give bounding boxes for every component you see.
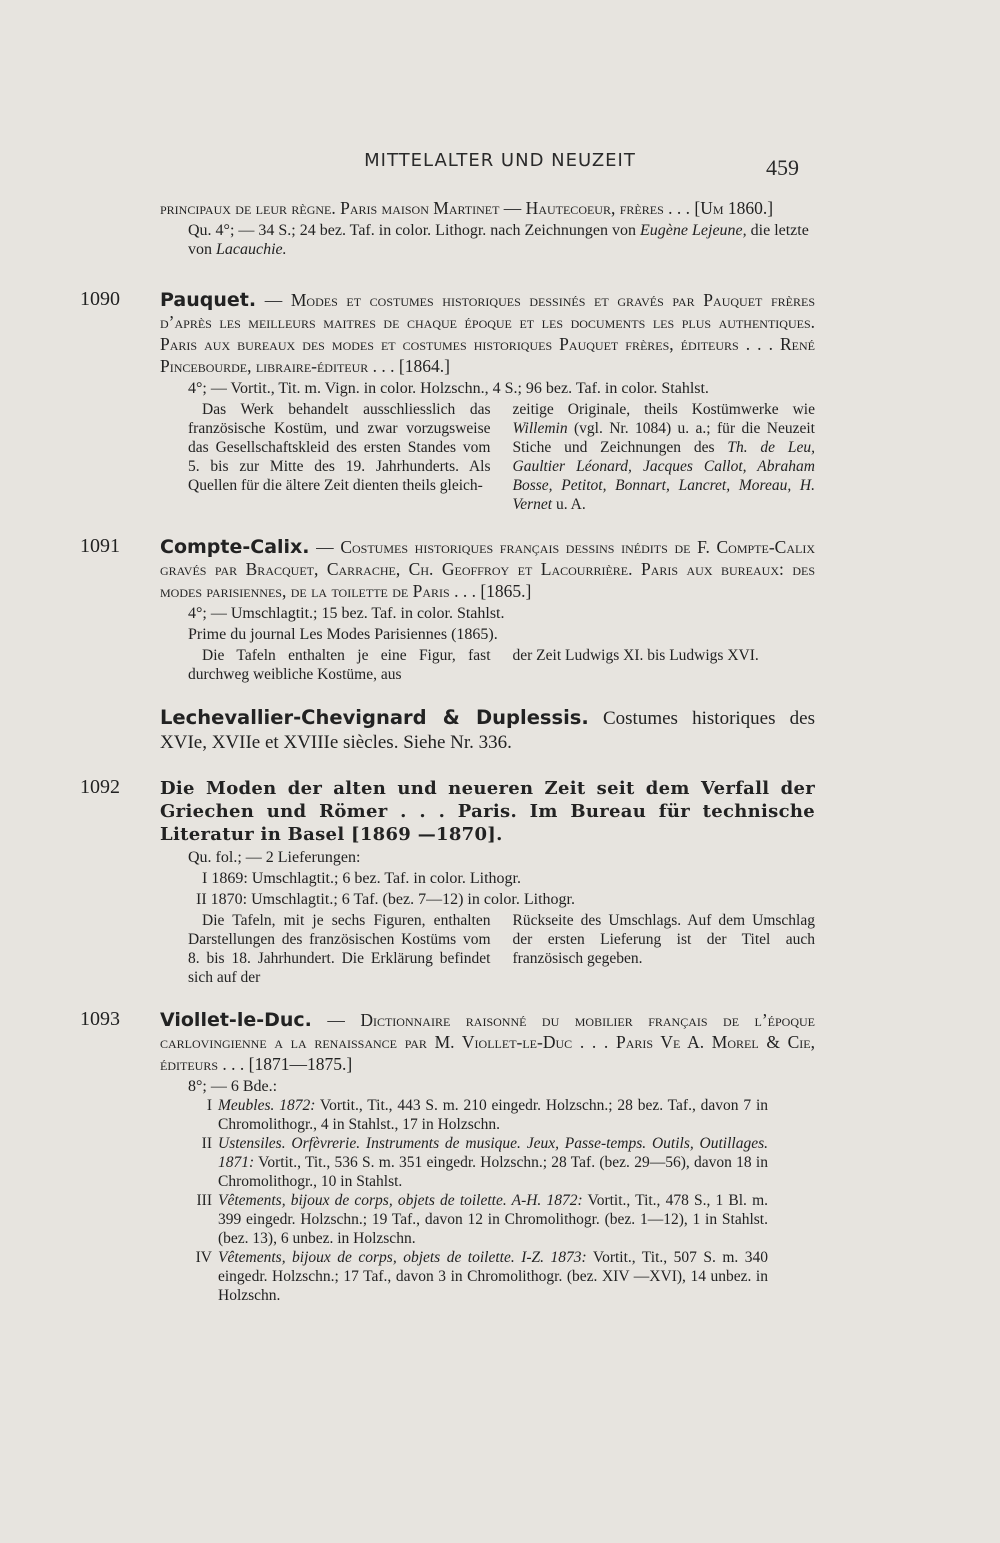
running-header: MITTELALTER UND NEUZEIT xyxy=(364,150,636,171)
entry-number: 1092 xyxy=(80,776,120,798)
entry-description: Qu. fol.; — 2 Lieferungen: xyxy=(188,849,361,866)
entry-description: 4°; — Umschlagtit.; 15 bez. Taf. in color. Stahlst. xyxy=(188,605,505,622)
volume-item xyxy=(160,1134,815,1191)
volume-title: Ustensiles. Orfèvrerie. Instruments de musique. Jeux, Passe-temps. Outils, Outillages. 1871: xyxy=(218,1135,768,1171)
page-body xyxy=(80,197,815,1305)
volume-text xyxy=(218,1134,768,1191)
entry-title: Pauquet. — Modes et costumes historiques dessinés et gravés par Pauquet frères d’après les meilleurs maitres de chaque époque et les documents les plus authentiques. Paris aux bureaux des modes et costumes historiques Pauquet frères, éditeurs . . . René Pincebourde, libraire-éditeur . . . [1864.] xyxy=(160,289,815,376)
entry-note xyxy=(160,911,815,987)
volume-list xyxy=(160,1096,815,1305)
volume-text xyxy=(218,1191,768,1248)
volume-item xyxy=(160,1191,815,1248)
entry-description: Qu. 4°; — 34 S.; 24 bez. Taf. in color. Lithogr. nach Zeichnungen von Eugène Lejeune, die letzte von Lacauchie. xyxy=(188,222,809,258)
note-right: zeitige Originale, theils Kostümwerke wie Willemin (vgl. Nr. 1084) u. a.; für die Neuzeit Stiche und Zeichnungen des Th. de Leu, Gaultier Léonard, Jacques Callot, Abraham Bosse, Petitot, Bonnart, Lancret, Moreau, H. Vernet u. A. xyxy=(512,401,815,513)
volume-title: Vêtements, bijoux de corps, objets de toilette. A-H. 1872: xyxy=(218,1192,583,1209)
entry-author: Pauquet. xyxy=(160,289,257,311)
volume-number: IV xyxy=(195,1249,212,1266)
note-left: Das Werk behandelt ausschliesslich das französische Kostüm, und zwar vorzugsweise das Gesellschaftskleid des ersten Standes vom 5. bis zur Mitte des 19. Jahrhunderts. Als Quellen für die ältere Zeit dienten theils gleich- xyxy=(188,401,491,494)
cross-reference-entry xyxy=(80,706,815,755)
entry-1093 xyxy=(80,1009,815,1305)
entry-title: Compte-Calix. — Costumes historiques français dessins inédits de F. Compte-Calix gravés par Bracquet, Carrache, Ch. Geoffroy et Lacourrière. Paris aux bureaux: des modes parisiennes, de la toilette de Paris . . . [1865.] xyxy=(160,536,815,601)
note-right: Rückseite des Umschlags. Auf dem Umschlag der ersten Lieferung ist der Titel auch französisch gegeben. xyxy=(512,912,815,967)
volume-details: Vortit., Tit., 478 S., 1 Bl. m. 399 eingedr. Holzschn.; 19 Taf., davon 12 in Chromolithogr. (bez. 1—12), 1 in Stahlst. (bez. 13), 6 unbez. in Holzschn. xyxy=(218,1192,768,1247)
page-number: 459 xyxy=(766,155,799,180)
volume-item xyxy=(160,1096,815,1134)
entry-author: Viollet-le-Duc. xyxy=(160,1009,312,1031)
continued-entry xyxy=(80,197,815,259)
volume-details: Vortit., Tit., 507 S. m. 340 eingedr. Holzschn.; 17 Taf., davon 3 in Chromolithogr. (bez. XIV —XVI), 14 unbez. in Holzschn. xyxy=(218,1249,768,1304)
volume-text xyxy=(218,1096,768,1134)
volume-title: Vêtements, bijoux de corps, objets de toilette. I-Z. 1873: xyxy=(218,1249,587,1266)
entry-1091 xyxy=(80,536,815,684)
entry-author: Compte-Calix. xyxy=(160,536,310,558)
entry-title: principaux de leur règne. Paris maison Martinet — Hautecoeur, frères . . . [Um 1860.] xyxy=(160,198,774,218)
entry-description: 4°; — Vortit., Tit. m. Vign. in color. Holzschn., 4 S.; 96 bez. Taf. in color. Stahlst. xyxy=(188,380,709,397)
entry-number: 1093 xyxy=(80,1008,120,1030)
entry-1090 xyxy=(80,289,815,514)
entry-note xyxy=(160,646,815,684)
volume-number: III xyxy=(196,1192,212,1209)
volume-2: II 1870: Umschlagtit.; 6 Taf. (bez. 7—12) in color. Lithogr. xyxy=(196,891,575,908)
entry-title: Viollet-le-Duc. — Dictionnaire raisonné du mobilier français de l’époque carlovingienne a la renaissance par M. Viollet-le-Duc . . . Paris Ve A. Morel & Cie, éditeurs . . . [1871—1875.] xyxy=(160,1009,815,1074)
volume-number: I xyxy=(206,1097,212,1114)
entry-title: Die Moden der alten und neueren Zeit seit dem Verfall der Griechen und Römer . . . Paris. Im Bureau für technische Literatur in Basel [1869 —1870]. xyxy=(160,778,815,845)
entry-note xyxy=(160,400,815,514)
entry-author: Lechevallier-Chevignard & Duplessis. xyxy=(160,706,589,729)
note-left: Die Tafeln enthalten je eine Figur, fast durchweg weibliche Kostüme, aus xyxy=(188,647,491,683)
entry-title: Lechevallier-Chevignard & Duplessis. Costumes historiques des XVIe, XVIIe et XVIIIe siècles. Siehe Nr. 336. xyxy=(160,706,815,753)
entry-1092 xyxy=(80,777,815,987)
note-right: der Zeit Ludwigs XI. bis Ludwigs XVI. xyxy=(512,647,759,664)
volume-number: II xyxy=(201,1135,212,1152)
volume-title: Meubles. 1872: xyxy=(218,1097,316,1114)
entry-description-2: Prime du journal Les Modes Parisiennes (1865). xyxy=(188,626,498,643)
volume-details: Vortit., Tit., 443 S. m. 210 eingedr. Holzschn.; 28 bez. Taf., davon 7 in Chromolithogr., 4 in Stahlst., 17 in Holzschn. xyxy=(218,1097,768,1133)
volume-item xyxy=(160,1248,815,1305)
volume-text xyxy=(218,1248,768,1305)
volume-details: Vortit., Tit., 536 S. m. 351 eingedr. Holzschn.; 28 Taf. (bez. 29—56), davon 18 in Chromolithogr., 10 in Stahlst. xyxy=(218,1154,768,1190)
entry-number: 1091 xyxy=(80,535,120,557)
note-left: Die Tafeln, mit je sechs Figuren, enthalten Darstellungen des französischen Kostüms vom 8. bis 18. Jahrhundert. Die Erklärung befindet sich auf der xyxy=(188,912,491,986)
entry-description: 8°; — 6 Bde.: xyxy=(188,1078,278,1095)
volume-1: I 1869: Umschlagtit.; 6 bez. Taf. in color. Lithogr. xyxy=(202,870,521,887)
entry-number: 1090 xyxy=(80,288,120,310)
